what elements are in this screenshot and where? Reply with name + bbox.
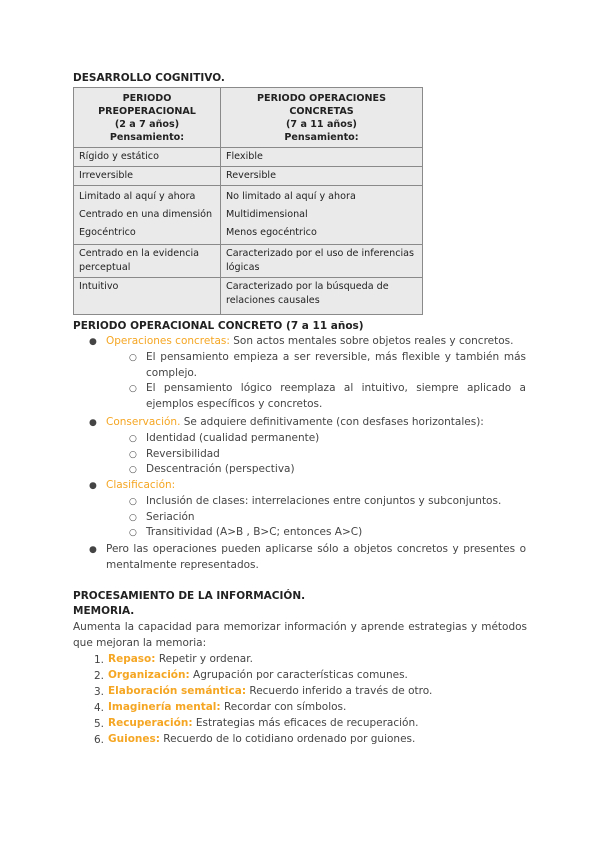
list-item	[106, 415, 526, 431]
bullet-icon: ●	[89, 337, 97, 347]
list-item	[108, 684, 432, 700]
bullet-icon: ●	[89, 481, 97, 491]
circle-bullet-icon: ○	[129, 434, 137, 444]
table-cell: Rígido y estático	[74, 148, 221, 167]
list-number: 6.	[93, 734, 104, 746]
bullet-icon: ●	[89, 545, 97, 555]
table-row	[74, 245, 423, 278]
list-item	[108, 652, 253, 668]
highlight-label: Elaboración semántica:	[108, 685, 247, 697]
table-cell: Intuitivo	[74, 278, 221, 315]
table-cell: Irreversible	[74, 167, 221, 186]
list-number: 2.	[93, 670, 104, 682]
list-number: 4.	[93, 702, 104, 714]
item-text: Agrupación por características comunes.	[189, 669, 408, 681]
circle-bullet-icon: ○	[129, 450, 137, 460]
header-line: (7 a 11 años)	[286, 119, 357, 130]
item-text: Se adquiere definitivamente (con desfases horizontales):	[180, 416, 484, 428]
intro-paragraph: Aumenta la capacidad para memorizar información y aprende estrategias y métodos que mejoran la memoria:	[73, 621, 527, 649]
header-line: PERIODO OPERACIONES CONCRETAS	[257, 93, 386, 117]
highlight-label: Imaginería mental:	[108, 701, 221, 713]
item-text: Estrategias más eficaces de recuperación.	[192, 717, 419, 729]
header-line: Pensamiento:	[284, 132, 359, 143]
highlight-label: Operaciones concretas:	[106, 335, 230, 347]
item-text: Recuerdo de lo cotidiano ordenado por guiones.	[159, 733, 416, 745]
table-row	[74, 186, 423, 245]
list-item	[108, 716, 418, 732]
circle-bullet-icon: ○	[129, 513, 137, 523]
circle-bullet-icon: ○	[129, 497, 137, 507]
sub-list-item: El pensamiento lógico reemplaza al intuitivo, siempre aplicado a ejemplos específicos y concretos.	[146, 382, 526, 410]
table-cell: Flexible	[221, 148, 423, 167]
circle-bullet-icon: ○	[129, 465, 137, 475]
table-cell: No limitado al aquí y ahora Multidimensional Menos egocéntrico	[221, 186, 423, 245]
item-text: Recuerdo inferido a través de otro.	[246, 685, 433, 697]
table-cell: Reversible	[221, 167, 423, 186]
list-number: 5.	[93, 718, 104, 730]
highlight-label: Guiones:	[108, 733, 160, 745]
circle-bullet-icon: ○	[129, 384, 137, 394]
sub-list-item: El pensamiento empieza a ser reversible, más flexible y también más complejo.	[146, 351, 526, 379]
sub-list-item: Reversibilidad	[146, 448, 220, 460]
sub-list-item: Transitividad (A>B , B>C; entonces A>C)	[146, 526, 363, 538]
table-header-row	[74, 88, 423, 148]
list-item	[108, 668, 408, 684]
table-cell: Caracterizado por el uso de inferencias lógicas	[221, 245, 423, 278]
page-title: DESARROLLO COGNITIVO.	[73, 72, 225, 84]
comparison-table	[73, 87, 423, 315]
subheading-memoria: MEMORIA.	[73, 605, 135, 617]
table-cell: Limitado al aquí y ahora Centrado en una dimensión Egocéntrico	[74, 186, 221, 245]
circle-bullet-icon: ○	[129, 528, 137, 538]
table-cell: Centrado en la evidencia perceptual	[74, 245, 221, 278]
table-header-preoperacional	[74, 88, 221, 148]
item-text: Son actos mentales sobre objetos reales y concretos.	[229, 335, 514, 347]
table-row	[74, 167, 423, 186]
list-item	[106, 478, 526, 494]
item-text: Repetir y ordenar.	[155, 653, 253, 665]
table-header-concretas	[221, 88, 423, 148]
sub-list-item: Inclusión de clases: interrelaciones entre conjuntos y subconjuntos.	[146, 495, 502, 507]
list-item	[108, 700, 346, 716]
highlight-label: Recuperación:	[108, 717, 193, 729]
highlight-label: Repaso:	[108, 653, 156, 665]
sub-list-item: Identidad (cualidad permanente)	[146, 432, 320, 444]
section-heading-procesamiento: PROCESAMIENTO DE LA INFORMACIÓN.	[73, 590, 306, 602]
table-row	[74, 148, 423, 167]
header-line: (2 a 7 años)	[114, 119, 180, 130]
sub-list-item: Descentración (perspectiva)	[146, 463, 295, 475]
list-number: 1.	[93, 654, 104, 666]
section-heading-concreto: PERIODO OPERACIONAL CONCRETO (7 a 11 años)	[73, 320, 364, 332]
highlight-label: Conservación.	[106, 416, 181, 428]
bullet-icon: ●	[89, 418, 97, 428]
list-number: 3.	[93, 686, 104, 698]
item-text: Recordar con símbolos.	[220, 701, 347, 713]
highlight-label: Clasificación:	[106, 479, 176, 491]
header-line: PERIODO PREOPERACIONAL	[98, 93, 196, 117]
sub-list-item: Seriación	[146, 511, 195, 523]
list-item: Pero las operaciones pueden aplicarse sólo a objetos concretos y presentes o mentalmente representados.	[106, 543, 526, 571]
table-row	[74, 278, 423, 315]
header-line: Pensamiento:	[109, 132, 185, 143]
highlight-label: Organización:	[108, 669, 190, 681]
list-item	[108, 732, 415, 748]
table-cell: Caracterizado por la búsqueda de relaciones causales	[221, 278, 423, 315]
list-item	[106, 334, 526, 350]
circle-bullet-icon: ○	[129, 353, 137, 363]
